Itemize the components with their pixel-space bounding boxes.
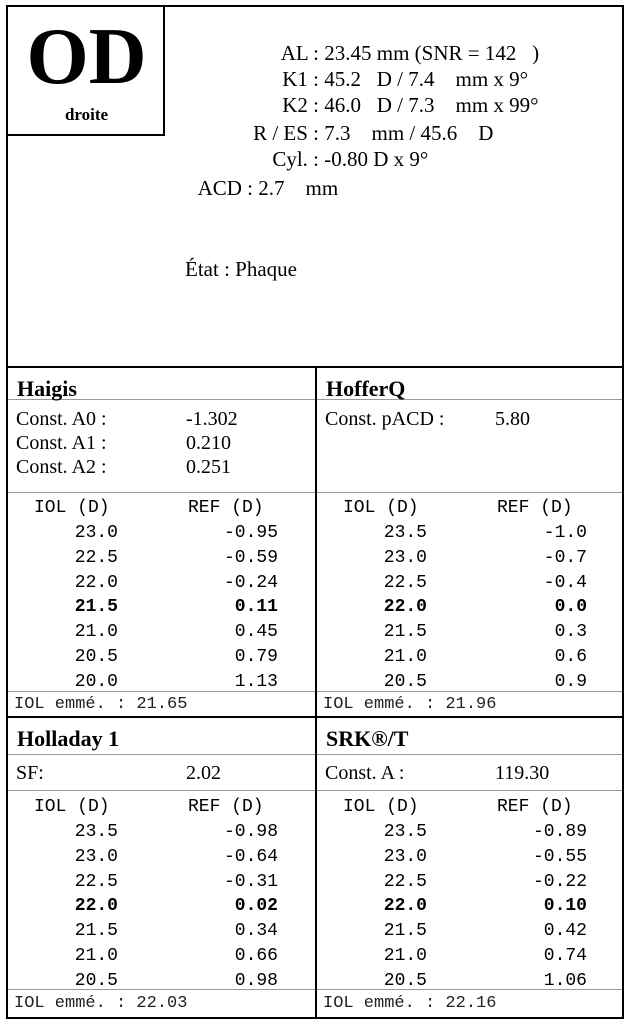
table-row: 23.5 -0.98 (74, 822, 278, 842)
constant-row: Const. pACD : 5.80 (325, 408, 530, 430)
measurement-k1: K1 : 45.2 D / 7.4 mm x 9° (282, 67, 529, 91)
constant-row: Const. A : 119.30 (325, 762, 550, 784)
table-row: 23.0 -0.64 (74, 846, 278, 867)
table-row: 21.5 0.3 (383, 622, 587, 643)
table-row: 21.0 0.74 (383, 946, 587, 966)
formula-panel-hofferq (317, 368, 624, 716)
table-header: IOL (D) REF (D) (343, 498, 573, 518)
formula-panel-srkt (317, 718, 624, 1018)
constant-row: Const. A0 : -1.302 (16, 408, 238, 430)
table-row: 22.5 -0.4 (383, 572, 587, 593)
table-row: 20.5 0.98 (74, 970, 278, 991)
eye-badge (8, 7, 165, 136)
measurement-acd: ACD : 2.7 mm (197, 176, 339, 200)
constant-row: Const. A1 : 0.210 (16, 432, 231, 454)
table-row: 20.0 1.13 (74, 671, 278, 692)
biometry-report (6, 5, 624, 1019)
measurement-cyl: Cyl. : -0.80 D x 9° (272, 147, 429, 171)
iol-emmetropia: IOL emmé. : 21.96 (323, 695, 497, 714)
formula-panel-haigis (8, 368, 315, 716)
table-row: 23.5 -0.89 (383, 822, 587, 842)
table-row: 21.5 0.34 (74, 921, 278, 942)
table-row: 21.0 0.6 (383, 647, 587, 667)
eye-label: droite (64, 105, 109, 124)
table-row: 22.0 -0.24 (74, 572, 278, 593)
table-row-selected: 22.0 0.0 (383, 597, 587, 618)
formula-title: SRK®/T (326, 726, 409, 751)
table-row: 23.5 -1.0 (383, 523, 587, 543)
formula-title: HofferQ (326, 376, 406, 401)
iol-emmetropia: IOL emmé. : 22.16 (323, 994, 497, 1013)
table-header: IOL (D) REF (D) (343, 797, 573, 817)
table-row: 22.5 -0.22 (383, 871, 587, 892)
table-header: IOL (D) REF (D) (34, 797, 264, 817)
measurement-al: AL : 23.45 mm (SNR = 142 ) (280, 41, 540, 65)
eye-code: OD (26, 13, 147, 101)
iol-emmetropia: IOL emmé. : 21.65 (14, 695, 188, 714)
formula-title: Haigis (17, 376, 77, 401)
table-row-selected: 22.0 0.10 (383, 896, 587, 917)
formula-title: Holladay 1 (17, 726, 120, 751)
iol-emmetropia: IOL emmé. : 22.03 (14, 994, 188, 1013)
formula-panel-holladay1 (8, 718, 315, 1018)
table-row-selected: 22.0 0.02 (74, 896, 278, 917)
table-row: 21.0 0.66 (74, 946, 278, 966)
table-row: 23.0 -0.95 (74, 523, 278, 543)
lens-status: État : Phaque (185, 257, 297, 281)
constant-row: Const. A2 : 0.251 (16, 456, 231, 478)
table-row: 22.5 -0.59 (74, 547, 278, 568)
measurement-r-es: R / ES : 7.3 mm / 45.6 D (253, 121, 494, 145)
table-row: 20.5 0.9 (383, 671, 587, 692)
table-row: 21.0 0.45 (74, 622, 278, 643)
table-row: 20.5 0.79 (74, 647, 278, 667)
constant-row: SF: 2.02 (16, 762, 221, 784)
table-row: 23.0 -0.55 (383, 846, 587, 867)
table-row: 20.5 1.06 (383, 970, 587, 991)
table-row: 23.0 -0.7 (383, 547, 587, 568)
table-row: 22.5 -0.31 (74, 871, 278, 892)
table-row: 21.5 0.42 (383, 921, 587, 942)
table-header: IOL (D) REF (D) (34, 498, 264, 518)
table-row-selected: 21.5 0.11 (74, 597, 278, 618)
measurement-k2: K2 : 46.0 D / 7.3 mm x 99° (282, 93, 539, 117)
